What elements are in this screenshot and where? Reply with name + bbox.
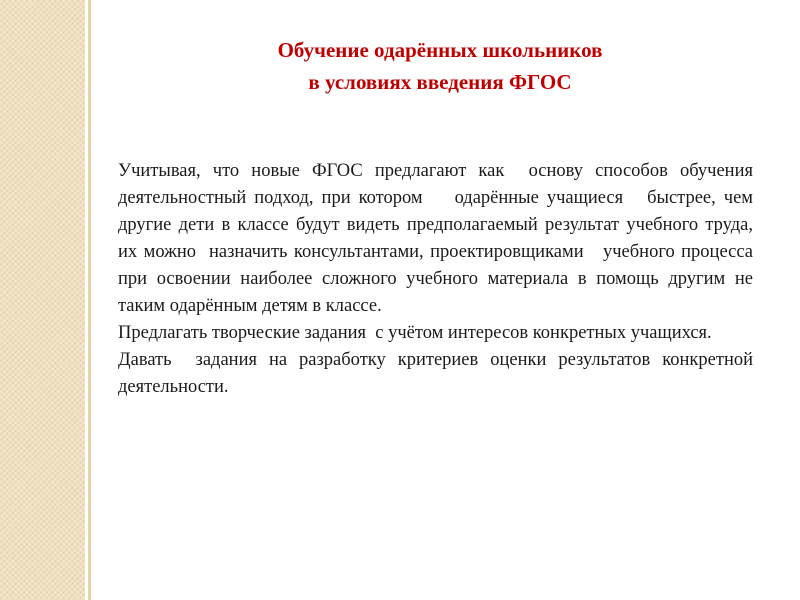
body-paragraph-3: Давать задания на разработку критериев оценки результатов конкретной деятельности. xyxy=(118,350,758,397)
body-paragraph-1: Учитывая, что новые ФГОС предлагают как основу способов обучения деятельностный подход, при котором одарённые учащиеся быстрее, чем другие дети в классе будут видеть предполагаемый результат учебного труда, их можно назначить консультантами, проектировщиками учебного процесса при освоении наиболее сложного учебного материала в помощь другим не таким одарённым детям в классе. xyxy=(118,161,758,316)
slide-body xyxy=(118,158,758,401)
body-paragraph-2: Предлагать творческие задания с учётом интересов конкретных учащихся. xyxy=(118,323,712,343)
slide-title xyxy=(130,34,750,98)
slide-title-line-1: Обучение одарённых школьников xyxy=(277,38,603,62)
slide-title-line-2: в условиях введения ФГОС xyxy=(308,70,572,94)
decorative-side-strip xyxy=(0,0,85,600)
decorative-divider xyxy=(88,0,91,600)
